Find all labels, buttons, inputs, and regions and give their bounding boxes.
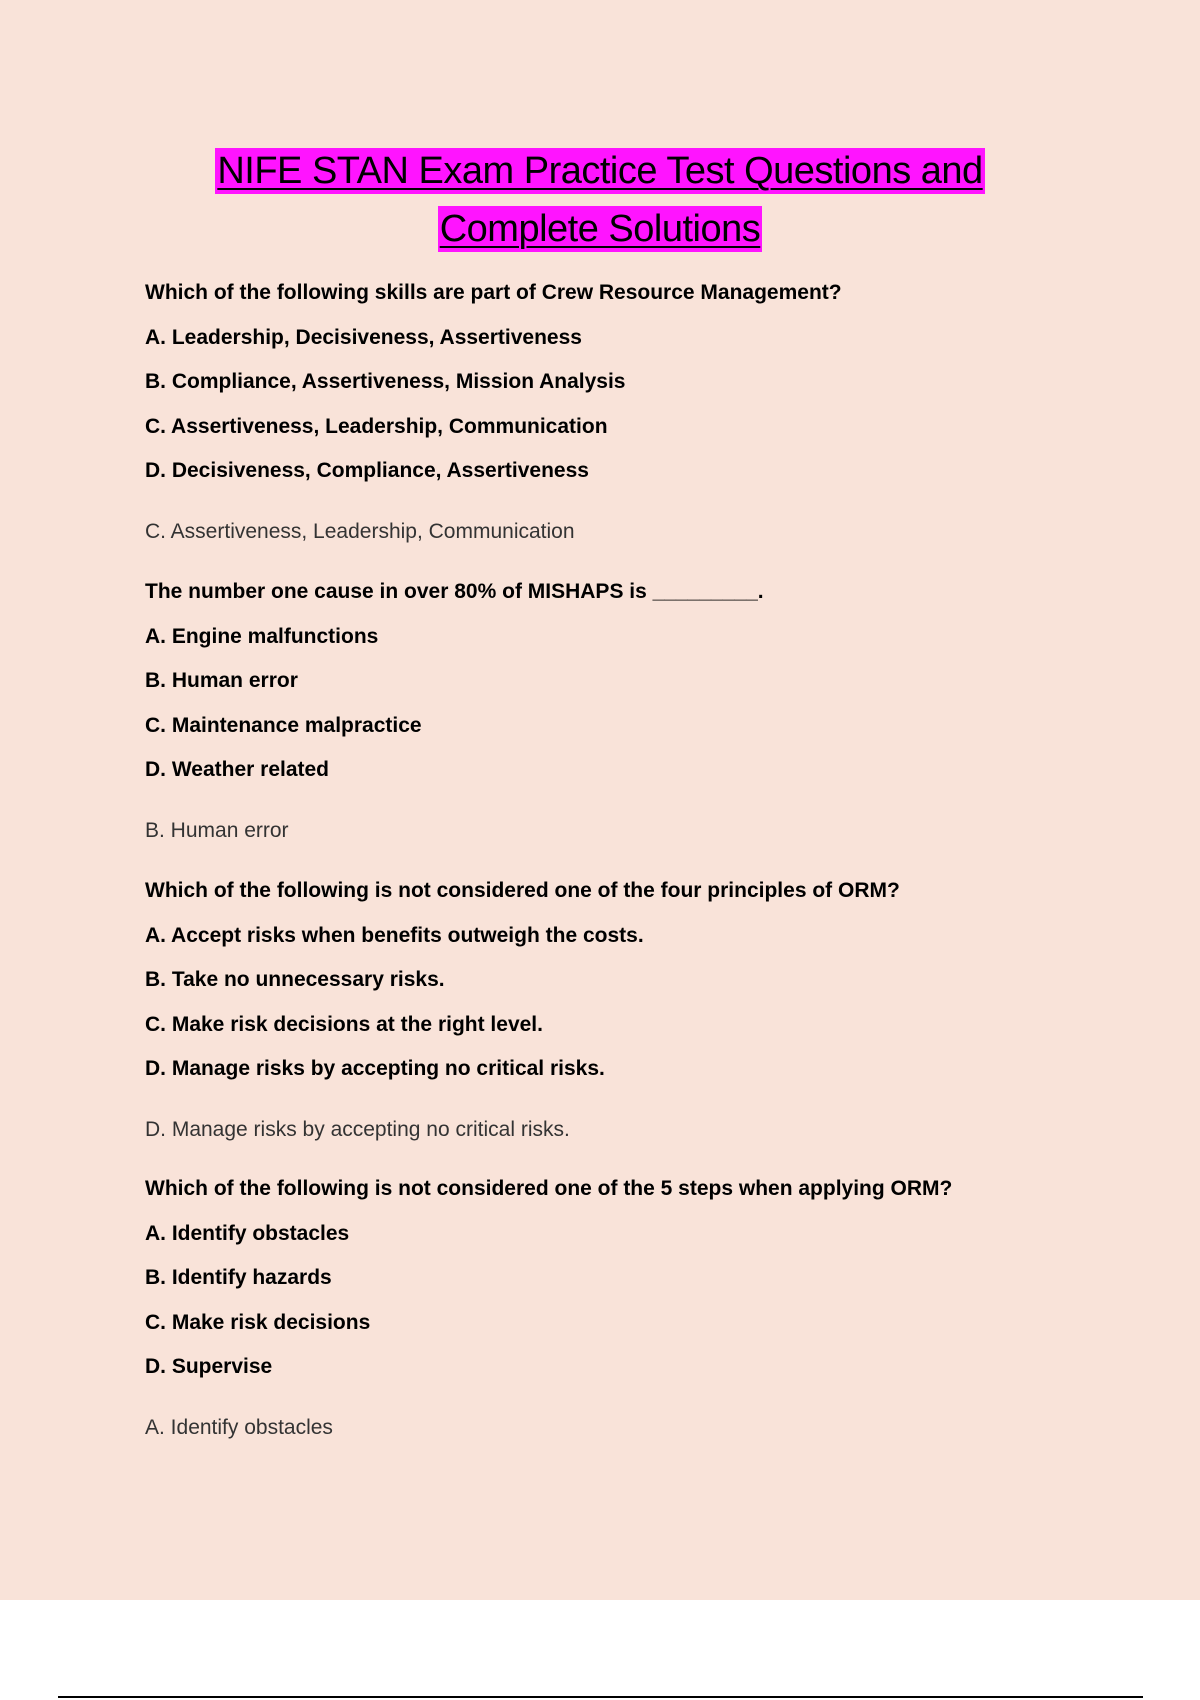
option-b: B. Human error bbox=[145, 669, 298, 692]
option-d: D. Decisiveness, Compliance, Assertiveness bbox=[145, 459, 589, 482]
answer-text: D. Manage risks by accepting no critical risks. bbox=[145, 1117, 570, 1141]
title-line-2: Complete Solutions bbox=[439, 208, 761, 250]
answer-text: C. Assertiveness, Leadership, Communication bbox=[145, 519, 575, 543]
option-a: A. Accept risks when benefits outweigh the costs. bbox=[145, 923, 644, 947]
question-text: Which of the following is not considered one of the four principles of ORM? bbox=[145, 879, 900, 902]
option-a: A. Leadership, Decisiveness, Assertiveness bbox=[145, 325, 582, 349]
option-c: C. Maintenance malpractice bbox=[145, 713, 422, 737]
question-text: Which of the following is not considered one of the 5 steps when applying ORM? bbox=[145, 1177, 953, 1200]
question-block-4 bbox=[145, 1176, 1065, 1441]
question-text: Which of the following skills are part of Crew Resource Management? bbox=[145, 281, 842, 304]
footer-divider bbox=[58, 1696, 1143, 1698]
question-block-2 bbox=[145, 579, 1065, 844]
question-text: The number one cause in over 80% of MISHAPS is _________. bbox=[145, 580, 764, 603]
option-d: D. Supervise bbox=[145, 1355, 273, 1378]
answer-text: B. Human error bbox=[145, 818, 289, 842]
option-c: C. Make risk decisions at the right level. bbox=[145, 1012, 543, 1036]
answer-text: A. Identify obstacles bbox=[145, 1415, 333, 1439]
question-block-1 bbox=[145, 280, 1065, 545]
option-b: B. Compliance, Assertiveness, Mission Analysis bbox=[145, 370, 626, 393]
option-d: D. Weather related bbox=[145, 758, 330, 781]
question-block-3 bbox=[145, 878, 1065, 1143]
option-a: A. Identify obstacles bbox=[145, 1221, 350, 1245]
option-c: C. Assertiveness, Leadership, Communication bbox=[145, 414, 608, 438]
option-b: B. Take no unnecessary risks. bbox=[145, 968, 445, 991]
document-title bbox=[0, 148, 1200, 252]
title-line-1: NIFE STAN Exam Practice Test Questions and bbox=[217, 150, 983, 192]
option-c: C. Make risk decisions bbox=[145, 1310, 371, 1334]
option-b: B. Identify hazards bbox=[145, 1266, 332, 1289]
option-a: A. Engine malfunctions bbox=[145, 624, 379, 648]
option-d: D. Manage risks by accepting no critical risks. bbox=[145, 1057, 605, 1080]
